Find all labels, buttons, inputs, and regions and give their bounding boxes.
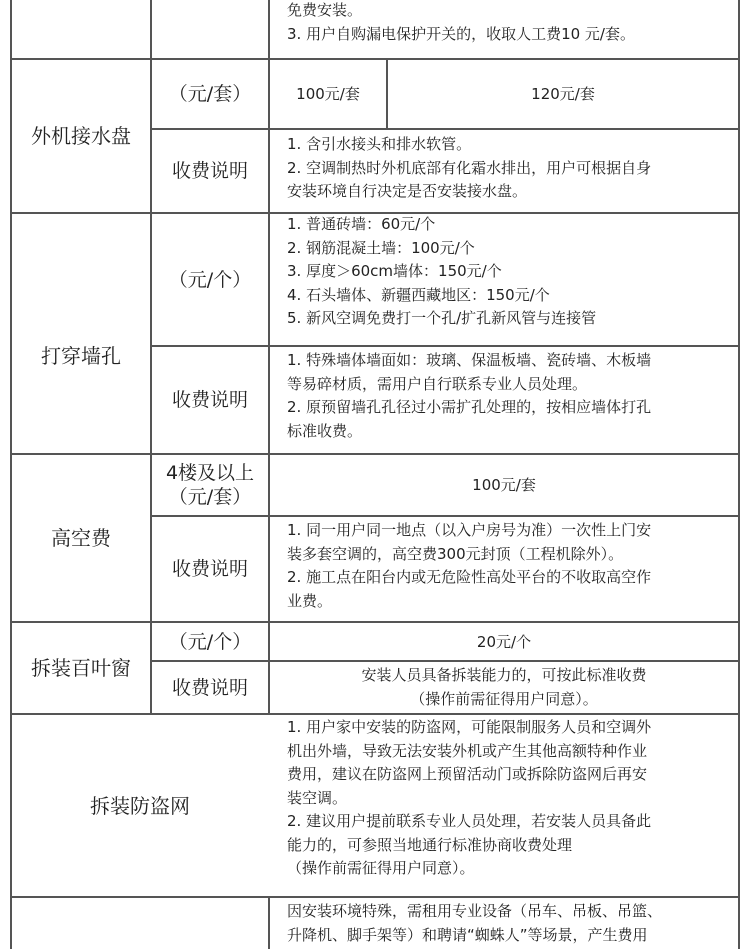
drain-tray-price-2: 120元/套 <box>531 85 595 103</box>
high-altitude-note-label: 收费说明 <box>171 558 248 580</box>
column-divider <box>268 896 270 949</box>
security-net-note: 1. 用户家中安装的防盗网，可能限制服务人员和空调外 机出外墙，导致无法安装外机或产生其他高额特种作业 费用，建议在防盗网上预留活动门或拆除防盗网后再安 装空调。 2. 建议用户提前联系专业人员处理，若安装人员具备此 能力的，可参照当地通行标准协商收费处理 （操作前需征得用户同意）。 <box>287 718 652 877</box>
wall-hole-category: 打穿墙孔 <box>41 343 121 368</box>
high-altitude-unit: 4楼及以上 （元/套） <box>165 462 255 508</box>
column-divider <box>268 58 270 715</box>
shutter-price: 20元/个 <box>476 632 532 651</box>
column-divider <box>150 0 152 60</box>
high-altitude-price: 100元/套 <box>472 476 536 494</box>
security-net-category: 拆装防盗网 <box>90 793 190 818</box>
high-altitude-note: 1. 同一用户同一地点（以入户房号为准）一次性上门安 装多套空调的，高空费300元封顶（工程机除外）。 2. 施工点在阳台内或无危险性高处平台的不收取高空作 业费。 <box>287 521 652 610</box>
drain-tray-unit: （元/套） <box>168 83 252 105</box>
shutter-category: 拆装百叶窗 <box>31 656 131 680</box>
bottom-partial-note: 因安装环境特殊，需租用专业设备（吊车、吊板、吊篮、 升降机、脚手架等）和聘请“蜘蛛人”等场景，产生费用 <box>287 902 663 944</box>
shutter-note-label: 收费说明 <box>171 676 248 699</box>
wall-hole-prices: 1. 普通砖墙：60元/个 2. 钢筋混凝土墙：100元/个 3. 厚度＞60cm墙体：150元/个 4. 石头墙体、新疆西藏地区：150元/个 5. 新风空调免费打一个孔/扩孔新风管与连接管 <box>287 215 597 327</box>
shutter-unit: （元/个） <box>168 630 252 653</box>
wall-hole-note-label: 收费说明 <box>171 389 248 411</box>
high-altitude-category: 高空费 <box>51 526 111 550</box>
column-divider <box>268 0 270 60</box>
drain-tray-price-1: 100元/套 <box>296 85 360 103</box>
wall-hole-note: 1. 特殊墙体墙面如：玻璃、保温板墙、瓷砖墙、木板墙 等易碎材质，需用户自行联系专业人员处理。 2. 原预留墙孔孔径过小需扩孔处理的，按相应墙体打孔 标准收费。 <box>287 351 652 440</box>
drain-tray-note: 1. 含引水接头和排水软管。 2. 空调制热时外机底部有化霜水排出，用户可根据自身 安装环境自行决定是否安装接水盘。 <box>287 135 652 200</box>
row-divider <box>10 896 740 898</box>
table-right-border <box>738 0 740 949</box>
shutter-note: 安装人员具备拆装能力的，可按此标准收费 （操作前需征得用户同意）。 <box>361 666 647 708</box>
drain-tray-category: 外机接水盘 <box>31 124 131 148</box>
wall-hole-unit: （元/个） <box>168 268 252 291</box>
drain-tray-note-label: 收费说明 <box>171 160 248 182</box>
top-continuation-text: 免费安装。 3. 用户自购漏电保护开关的，收取人工费10 元/套。 <box>287 1 635 43</box>
